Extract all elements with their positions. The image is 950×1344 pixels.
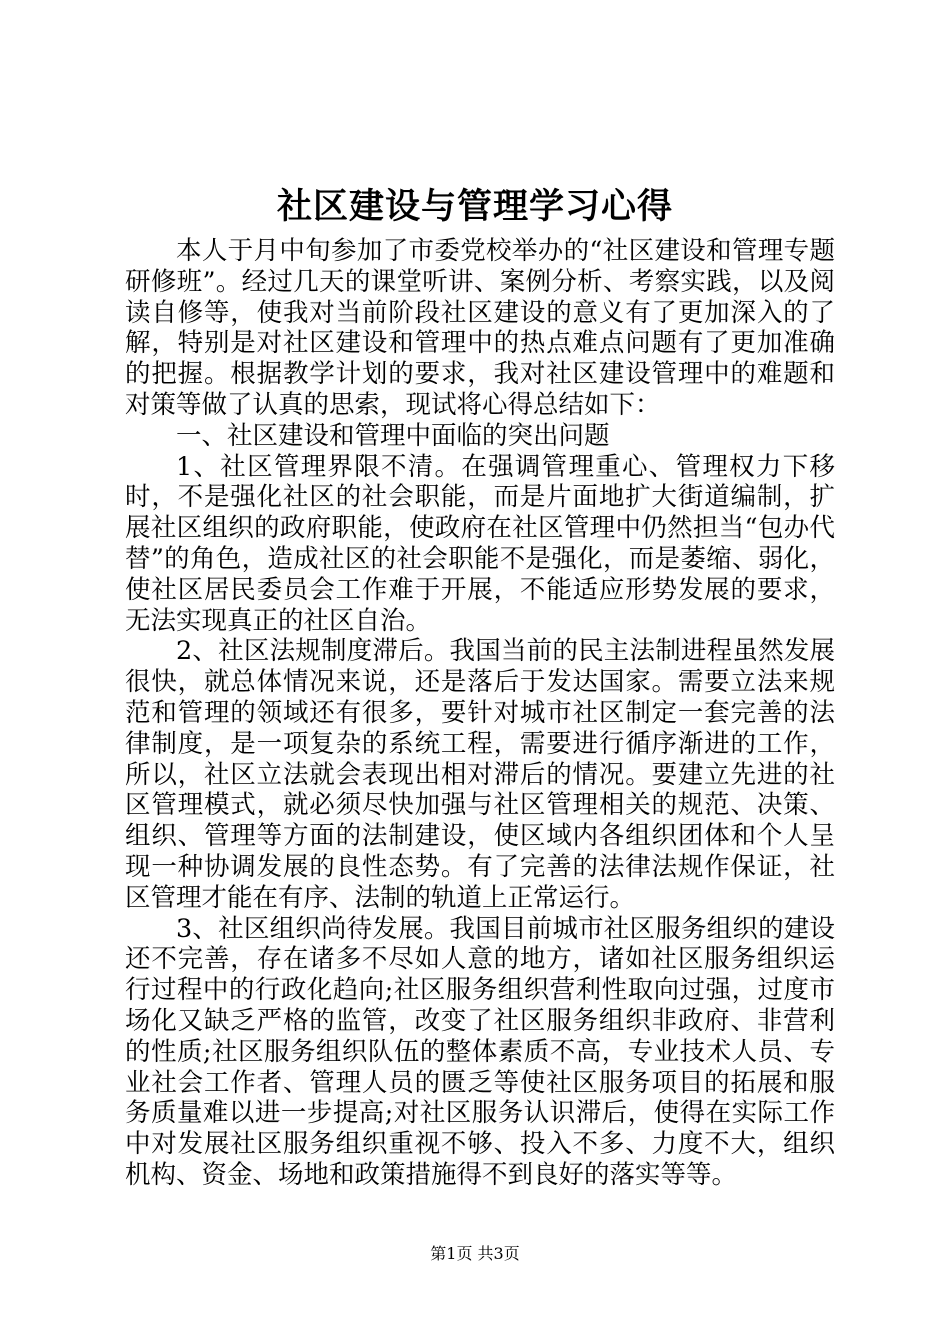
page-title: 社区建设与管理学习心得	[276, 186, 673, 227]
paragraph-intro: 本人于月中旬参加了市委党校举办的“社区建设和管理专题研修班”。经过几天的课堂听讲、案例分析、考察实践，以及阅读自修等，使我对当前阶段社区建设的意义有了更加深入的了解，特别是对社区建设和管理中的热点难点问题有了更加准确的把握。根据教学计划的要求，我对社区建设管理中的难题和对策等做了认真的思索，现试将心得总结如下：	[125, 236, 835, 420]
page-footer: 第1页 共3页	[430, 1244, 520, 1263]
document-body	[125, 236, 835, 1191]
paragraph-point-3: 3、社区组织尚待发展。我国目前城市社区服务组织的建设还不完善，存在诸多不尽如人意的地方，诸如社区服务组织运行过程中的行政化趋向;社区服务组织营利性取向过强，过度市场化又缺乏严格的监管，改变了社区服务组织非政府、非营利的性质;社区服务组织队伍的整体素质不高，专业技术人员、专业社会工作者、管理人员的匮乏等使社区服务项目的拓展和服务质量难以进一步提高;对社区服务认识滞后，使得在实际工作中对发展社区服务组织重视不够、投入不多、力度不大，组织机构、资金、场地和政策措施得不到良好的落实等等。	[125, 913, 835, 1190]
paragraph-point-2: 2、社区法规制度滞后。我国当前的民主法制进程虽然发展很快，就总体情况来说，还是落后于发达国家。需要立法来规范和管理的领域还有很多，要针对城市社区制定一套完善的法律制度，是一项复杂的系统工程，需要进行循序渐进的工作，所以，社区立法就会表现出相对滞后的情况。要建立先进的社区管理模式，就必须尽快加强与社区管理相关的规范、决策、组织、管理等方面的法制建设，使区域内各组织团体和个人呈现一种协调发展的良性态势。有了完善的法律法规作保证，社区管理才能在有序、法制的轨道上正常运行。	[125, 636, 835, 913]
paragraph-point-1: 1、社区管理界限不清。在强调管理重心、管理权力下移时，不是强化社区的社会职能，而是片面地扩大街道编制，扩展社区组织的政府职能，使政府在社区管理中仍然担当“包办代替”的角色，造成社区的社会职能不是强化，而是萎缩、弱化，使社区居民委员会工作难于开展，不能适应形势发展的要求，无法实现真正的社区自治。	[125, 451, 835, 636]
section-heading: 一、社区建设和管理中面临的突出问题	[176, 420, 610, 451]
